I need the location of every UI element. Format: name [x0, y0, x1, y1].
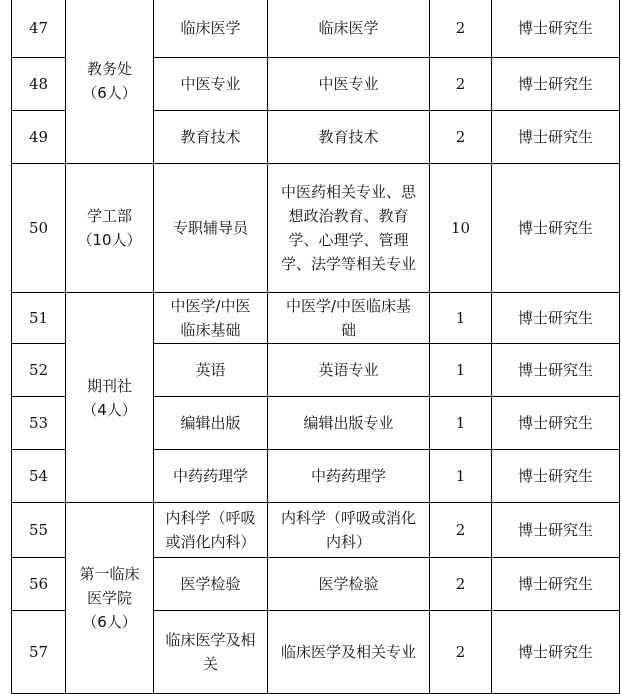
- table-row: [12, 0, 620, 58]
- headcount-cell: 2: [430, 503, 492, 558]
- major-line: 编辑出版专业: [303, 414, 394, 432]
- major-cell: [268, 397, 430, 450]
- row-number: 53: [12, 397, 66, 450]
- department-name: 医学院: [86, 589, 132, 607]
- major-cell: [268, 558, 430, 611]
- row-number: 47: [12, 0, 66, 58]
- degree-cell: 博士研究生: [492, 611, 620, 694]
- position-cell: 中医专业: [154, 58, 268, 111]
- recruitment-table: [11, 0, 620, 694]
- degree-cell: 博士研究生: [492, 503, 620, 558]
- headcount-cell: 1: [430, 450, 492, 503]
- position-cell: 教育技术: [154, 111, 268, 164]
- headcount-cell: 2: [430, 0, 492, 58]
- position-cell: [154, 293, 268, 344]
- department-cell: [66, 293, 154, 503]
- major-line: 内科学（呼吸或消化: [280, 509, 416, 527]
- department-cell: [66, 503, 154, 694]
- table-row: [12, 164, 620, 293]
- degree-cell: 博士研究生: [492, 344, 620, 397]
- row-number: 55: [12, 503, 66, 558]
- major-cell: [268, 0, 430, 58]
- degree-cell: 博士研究生: [492, 58, 620, 111]
- major-cell: [268, 503, 430, 558]
- major-cell: [268, 344, 430, 397]
- major-line: 中医专业: [318, 75, 379, 93]
- position-cell: [154, 611, 268, 694]
- position-line: 中医学/中医: [170, 297, 251, 315]
- position-line: 临床医学及相: [165, 631, 256, 649]
- major-line: 中医药相关专业、思: [280, 183, 416, 201]
- row-number: 56: [12, 558, 66, 611]
- degree-cell: 博士研究生: [492, 397, 620, 450]
- degree-cell: 博士研究生: [492, 111, 620, 164]
- major-line: 想政治教育、教育: [288, 207, 409, 225]
- row-number: 52: [12, 344, 66, 397]
- headcount-cell: 1: [430, 293, 492, 344]
- headcount-cell: 2: [430, 58, 492, 111]
- position-cell: 中药药理学: [154, 450, 268, 503]
- major-cell: [268, 293, 430, 344]
- major-line: 教育技术: [318, 128, 379, 146]
- position-line: 临床基础: [180, 321, 241, 339]
- table-row: [12, 293, 620, 344]
- row-number: 51: [12, 293, 66, 344]
- headcount-cell: 1: [430, 344, 492, 397]
- degree-cell: 博士研究生: [492, 450, 620, 503]
- degree-cell: 博士研究生: [492, 164, 620, 293]
- degree-cell: 博士研究生: [492, 558, 620, 611]
- department-name: 学工部: [86, 207, 132, 225]
- major-line: 学、法学等相关专业: [280, 255, 416, 273]
- position-cell: 临床医学: [154, 0, 268, 58]
- department-cell: [66, 164, 154, 293]
- major-cell: [268, 58, 430, 111]
- row-number: 57: [12, 611, 66, 694]
- major-cell: [268, 611, 430, 694]
- row-number: 50: [12, 164, 66, 293]
- department-count: （6人）: [82, 613, 137, 631]
- major-line: 英语专业: [318, 361, 379, 379]
- table-row: [12, 503, 620, 558]
- department-cell: [66, 0, 154, 164]
- position-cell: 英语: [154, 344, 268, 397]
- headcount-cell: 2: [430, 558, 492, 611]
- major-line: 学、心理学、管理: [288, 231, 409, 249]
- headcount-cell: 2: [430, 611, 492, 694]
- major-line: 中药药理学: [310, 467, 386, 485]
- department-count: （6人）: [82, 84, 137, 102]
- position-cell: 专职辅导员: [154, 164, 268, 293]
- major-line: 础: [340, 321, 356, 339]
- headcount-cell: 2: [430, 111, 492, 164]
- major-line: 内科）: [325, 533, 371, 551]
- position-cell: [154, 503, 268, 558]
- row-number: 48: [12, 58, 66, 111]
- major-line: 医学检验: [318, 575, 379, 593]
- major-line: 临床医学及相关专业: [280, 643, 416, 661]
- degree-cell: 博士研究生: [492, 0, 620, 58]
- headcount-cell: 10: [430, 164, 492, 293]
- position-cell: 编辑出版: [154, 397, 268, 450]
- major-cell: [268, 450, 430, 503]
- major-line: 中医学/中医临床基: [285, 297, 412, 315]
- degree-cell: 博士研究生: [492, 293, 620, 344]
- headcount-cell: 1: [430, 397, 492, 450]
- major-cell: [268, 111, 430, 164]
- row-number: 49: [12, 111, 66, 164]
- department-name: 教务处: [86, 60, 132, 78]
- department-name: 第一临床: [79, 565, 140, 583]
- major-cell: [268, 164, 430, 293]
- position-cell: 医学检验: [154, 558, 268, 611]
- position-line: 或消化内科）: [165, 533, 256, 551]
- row-number: 54: [12, 450, 66, 503]
- major-line: 临床医学: [318, 19, 379, 37]
- department-count: （4人）: [82, 400, 137, 419]
- department-count: （10人）: [77, 231, 142, 249]
- position-line: 内科学（呼吸: [165, 509, 256, 527]
- position-line: 关: [202, 655, 218, 673]
- department-name: 期刊社: [86, 376, 132, 395]
